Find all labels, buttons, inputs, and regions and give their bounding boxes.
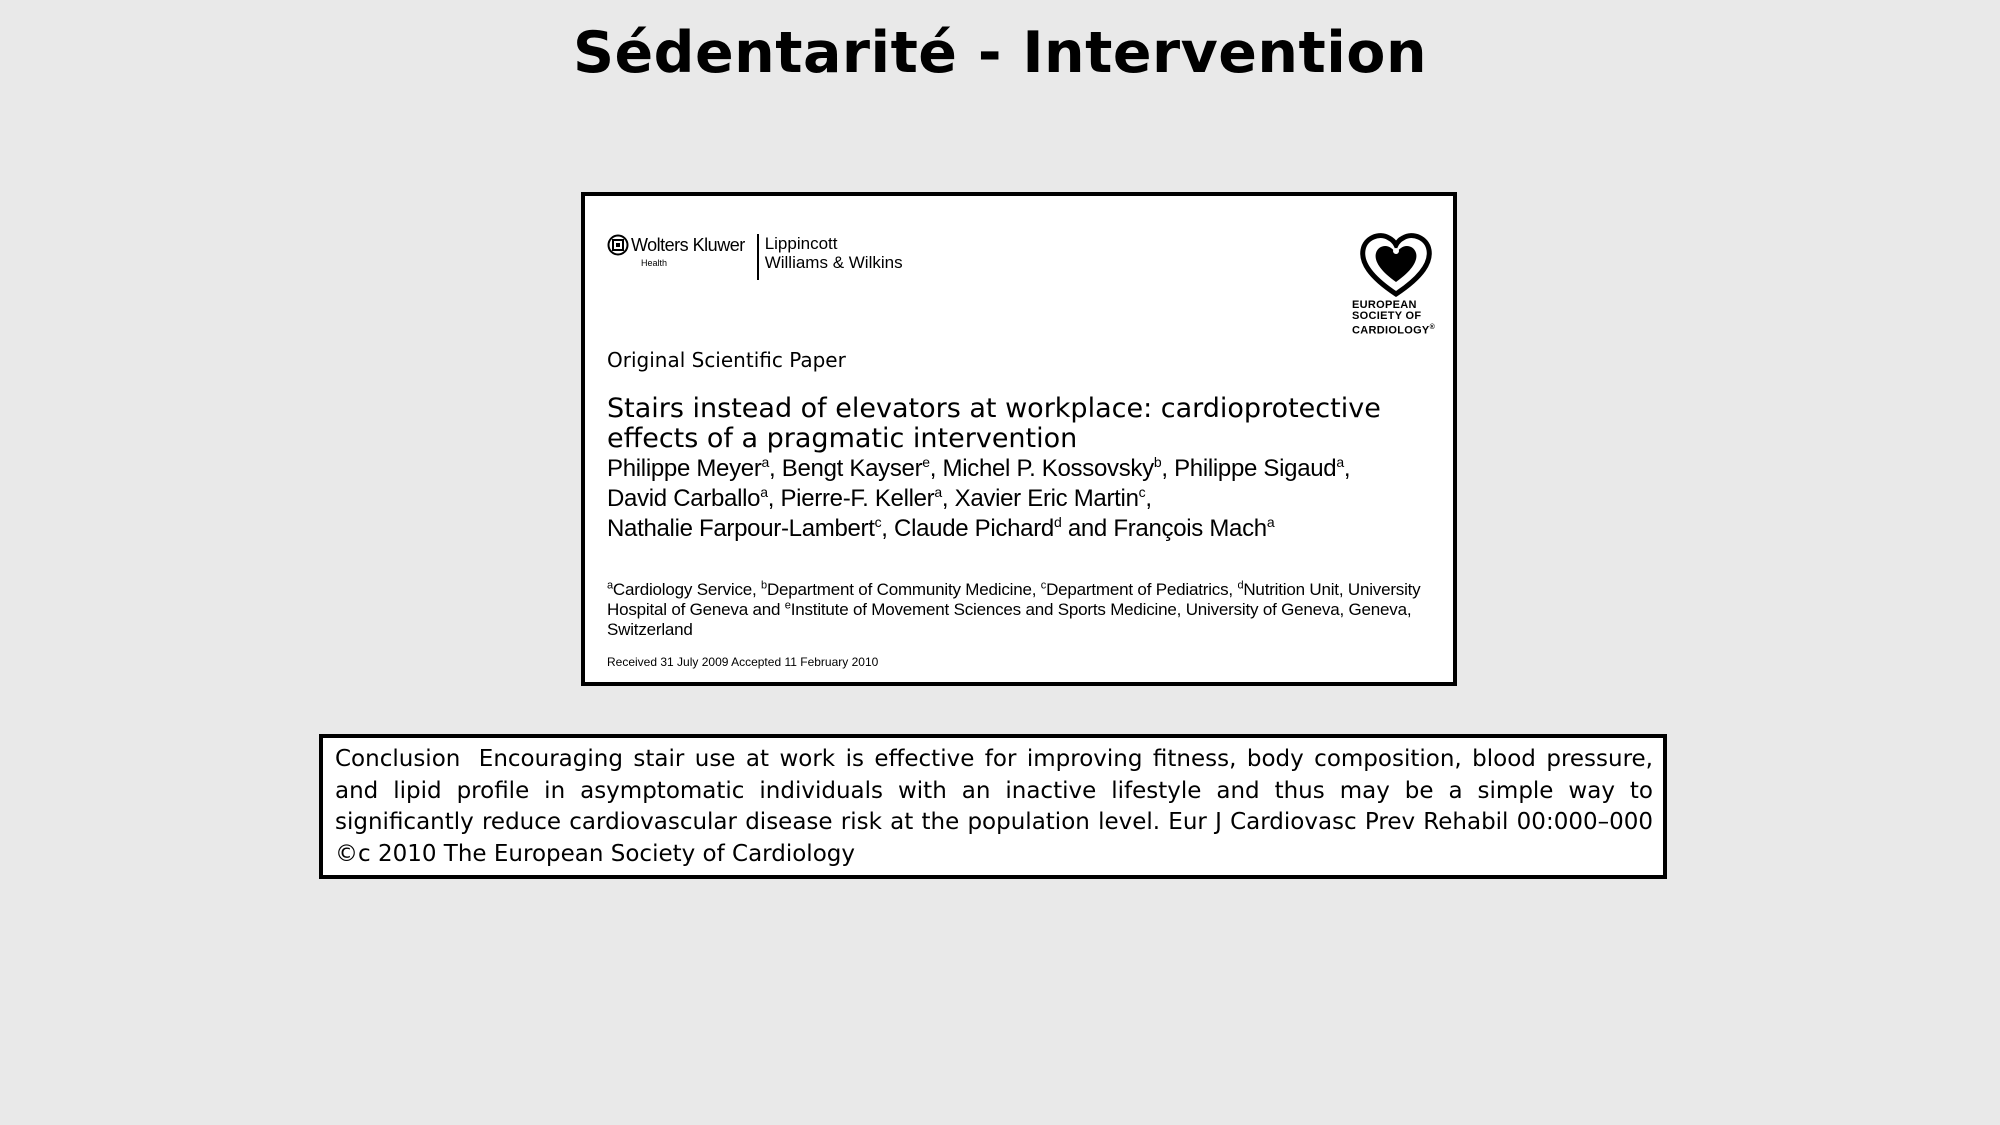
author-separator: , <box>767 485 781 512</box>
affiliation-text: Nutrition Unit, University Hospital of Geneva and <box>607 580 1421 619</box>
esc-line-1: EUROPEAN <box>1352 299 1417 311</box>
author <box>1113 515 1274 542</box>
author-name: Claude Pichard <box>894 515 1054 542</box>
registered-mark: ® <box>1429 324 1436 331</box>
esc-line-3 <box>1352 322 1440 337</box>
author <box>1174 455 1350 482</box>
author-separator: , <box>1343 455 1351 482</box>
esc-logo <box>1351 232 1441 337</box>
paper-type: Original Scientific Paper <box>607 348 846 372</box>
affiliation-text: Department of Community Medicine, <box>766 580 1041 599</box>
author-affiliation-mark: a <box>761 454 770 470</box>
author-separator: and <box>1061 515 1114 542</box>
conclusion-paragraph <box>335 744 1653 870</box>
publisher-logo <box>607 234 903 282</box>
affiliation-text: Cardiology Service, <box>612 580 762 599</box>
author-name: Xavier Eric Martin <box>954 485 1139 512</box>
author-affiliation-mark: a <box>760 484 768 500</box>
affiliation-mark: b <box>761 579 767 592</box>
author-name: Philippe Sigaud <box>1174 455 1337 482</box>
author <box>894 515 1113 542</box>
author-name: David Carballo <box>607 485 761 512</box>
affiliation-mark: a <box>607 579 613 592</box>
lww-name <box>765 234 903 272</box>
author <box>943 455 1175 482</box>
author-affiliation-mark: a <box>1266 514 1275 530</box>
paper-title: Stairs instead of elevators at workplace: cardioprotective effects of a pragmatic intervention <box>607 393 1381 454</box>
author-name: Pierre-F. Keller <box>780 485 935 512</box>
author-name: François Mach <box>1113 515 1267 542</box>
affiliation-text: Department of Pediatrics, <box>1046 580 1238 599</box>
affiliation-mark: d <box>1237 579 1244 592</box>
affiliation-mark: e <box>784 599 791 612</box>
lww-line-1: Lippincott <box>764 234 838 253</box>
author-separator: , <box>941 485 955 512</box>
author-separator: , <box>1161 455 1175 482</box>
affiliation-text: Institute of Movement Sciences and Sports Medicine, University of Geneva, Geneva, Switzerland <box>607 600 1412 639</box>
conclusion-box <box>319 734 1667 879</box>
publisher-divider <box>757 234 759 280</box>
conclusion-body: Encouraging stair use at work is effective for improving fitness, body composition, blood pressure, and lipid profile in asymptomatic individuals with an inactive lifestyle and thus may be a simple way to significantly reduce cardiovascular disease risk at the population level. Eur J Cardiovasc Prev Rehabil 00:000–000 ©c 2010 The European Society of Cardiology <box>335 746 1653 867</box>
esc-line-3-text: CARDIOLOGY <box>1352 324 1430 337</box>
conclusion-label: Conclusion <box>335 746 461 772</box>
affiliation-list <box>607 580 1447 640</box>
author-name: Philippe Meyer <box>607 455 762 482</box>
lww-line-2: Williams & Wilkins <box>764 253 903 272</box>
author-separator: , <box>881 515 895 542</box>
author-name: Bengt Kayser <box>781 455 923 482</box>
author-affiliation-mark: c <box>874 514 882 530</box>
affiliation-mark: c <box>1040 579 1047 592</box>
author-separator: , <box>929 455 943 482</box>
author <box>607 515 894 542</box>
esc-line-2: SOCIETY OF <box>1352 310 1422 322</box>
heart-icon <box>1359 232 1433 298</box>
esc-name <box>1352 300 1440 337</box>
author <box>955 485 1152 512</box>
author-separator: , <box>769 455 782 482</box>
author <box>607 455 782 482</box>
author-list <box>607 454 1447 544</box>
wolters-kluwer-name: Wolters Kluwer <box>631 234 745 255</box>
wolters-kluwer-health: Health <box>641 258 668 268</box>
author-affiliation-mark: e <box>922 454 930 470</box>
author-affiliation-mark: b <box>1153 454 1162 470</box>
received-dates: Received 31 July 2009 Accepted 11 February 2010 <box>607 655 879 669</box>
slide-title: Sédentarité - Intervention <box>572 20 1428 86</box>
author-name: Nathalie Farpour-Lambert <box>607 515 875 542</box>
author-affiliation-mark: d <box>1053 514 1062 530</box>
author <box>782 455 943 482</box>
paper-header-image <box>581 192 1457 686</box>
author-affiliation-mark: a <box>1336 454 1344 470</box>
author-affiliation-mark: c <box>1138 484 1146 500</box>
author <box>780 485 954 512</box>
author-separator: , <box>1145 485 1152 512</box>
author <box>607 485 780 512</box>
author-name: Michel P. Kossovsky <box>942 455 1154 482</box>
author-affiliation-mark: a <box>934 484 942 500</box>
wolters-kluwer-icon <box>607 234 629 256</box>
